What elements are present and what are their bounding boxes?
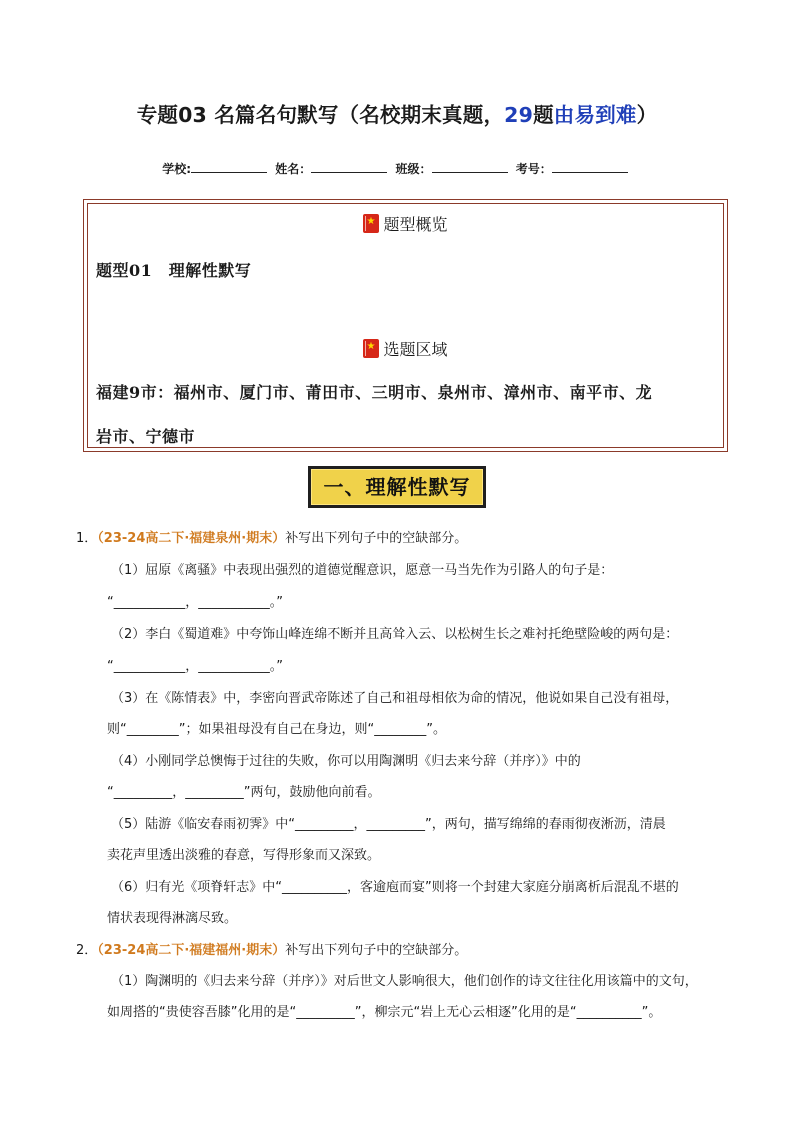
question-type-line: 题型01 理解性默写: [96, 261, 252, 280]
question-line[interactable]: （5）陆游《临安春雨初霁》中“_________，_________”，两句，描写绵绵的春雨彻夜淅沥，清晨: [111, 817, 666, 832]
region-line-2: 岩市、宁德市: [96, 427, 196, 446]
red-book-icon: [363, 214, 379, 233]
title-tail: 由易到难: [553, 103, 637, 127]
name-label: 姓名：: [275, 162, 312, 176]
school-blank[interactable]: [191, 160, 267, 173]
question-line: （2）李白《蜀道难》中夸饰山峰连绵不断并且高耸入云、以松树生长之难衬托绝壁险峻的两句是：: [111, 627, 679, 642]
region-line-1: 福建9市：福州市、厦门市、莆田市、三明市、泉州市、漳州市、南平市、龙: [96, 383, 653, 402]
question-line: （4）小刚同学总懊悔于过往的失败，你可以用陶渊明《归去来兮辞（并序）》中的: [111, 754, 581, 769]
question-prompt: 补写出下列句子中的空缺部分。: [285, 531, 468, 546]
title-main: 专题03 名篇名句默写（名校期末真题，: [136, 103, 505, 127]
page-title: [0, 98, 794, 128]
red-book-icon: [363, 339, 379, 358]
overview-box: [83, 199, 728, 452]
answer-blank-line[interactable]: “___________，___________。”: [107, 595, 283, 610]
question-prompt: 补写出下列句子中的空缺部分。: [285, 943, 468, 958]
answer-blank-line[interactable]: “___________，___________。”: [107, 659, 283, 674]
answer-blank-line[interactable]: “_________，_________”两句，鼓励他向前看。: [107, 785, 381, 800]
answer-blank-line[interactable]: 则“________”；如果祖母没有自己在身边，则“________”。: [107, 722, 446, 737]
question-line[interactable]: 如周搭的“贵使容吾膝”化用的是“_________”，柳宗元“岩上无心云相逐”化用的是“__________”。: [107, 1005, 662, 1020]
school-label: 学校:: [162, 162, 192, 176]
title-close: ）: [636, 103, 658, 127]
question-source: （23-24高二下·福建福州·期末）: [97, 943, 286, 958]
question-line: 卖花声里透出淡雅的春意，写得形象而又深致。: [107, 848, 381, 863]
section-banner: [308, 466, 486, 508]
question-line[interactable]: （6）归有光《项脊轩志》中“__________，客逾庖而宴”则将一个封建大家庭分崩离析后混乱不堪的: [111, 880, 679, 895]
title-count: 29: [504, 103, 534, 127]
class-label: 班级：: [395, 162, 432, 176]
question-line: （3）在《陈情表》中，李密向晋武帝陈述了自己和祖母相依为命的情况，他说如果自己没有祖母，: [111, 691, 679, 706]
student-info-line: [0, 160, 794, 177]
question-1-header: [76, 527, 467, 546]
question-number: 2．: [76, 943, 98, 958]
title-mid: 题: [533, 103, 554, 127]
name-blank[interactable]: [311, 160, 387, 173]
question-line: （1）屈原《离骚》中表现出强烈的道德觉醒意识，愿意一马当先作为引路人的句子是：: [111, 563, 614, 578]
question-line: 情状表现得淋漓尽致。: [107, 911, 238, 926]
class-blank[interactable]: [432, 160, 508, 173]
overview-heading: [84, 212, 727, 235]
exam-no-blank[interactable]: [552, 160, 628, 173]
region-heading-text: 选题区域: [383, 340, 448, 359]
question-number: 1．: [76, 531, 98, 546]
region-heading: [84, 337, 727, 360]
section-title: 一、理解性默写: [311, 469, 483, 505]
overview-heading-text: 题型概览: [383, 215, 448, 234]
question-line: （1）陶渊明的《归去来兮辞（并序）》对后世文人影响很大，他们创作的诗文往往化用该篇中的文句，: [111, 974, 698, 989]
exam-no-label: 考号：: [515, 162, 552, 176]
question-source: （23-24高二下·福建泉州·期末）: [97, 531, 286, 546]
question-2-header: [76, 939, 467, 958]
